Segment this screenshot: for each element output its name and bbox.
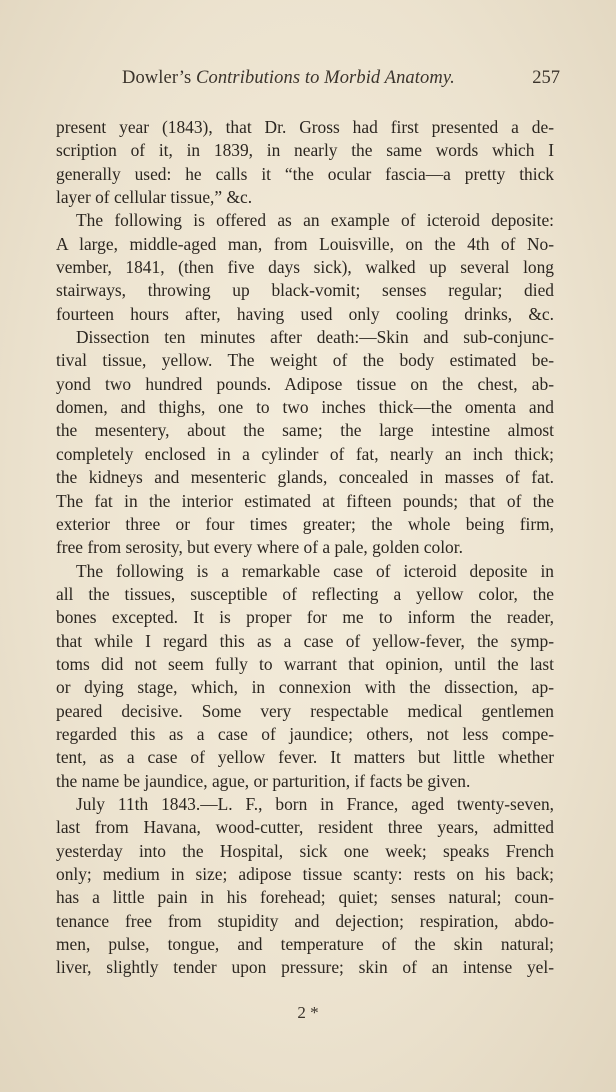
text-line: only; medium in size; adipose tissue scanty: rests on his back; bbox=[56, 864, 554, 884]
running-title-author: Dowler’s bbox=[122, 68, 197, 88]
paragraph-start: The following is offered as an example of icteroid deposite: bbox=[76, 210, 554, 231]
text-line: domen, and thighs, one to two inches thick—the omenta and bbox=[56, 397, 554, 418]
text-line: liver, slightly tender upon pressure; skin of an intense yel- bbox=[56, 957, 554, 978]
running-header bbox=[60, 66, 560, 94]
text-line: tival tissue, yellow. The weight of the body estimated be- bbox=[56, 350, 554, 371]
running-title-work: Contributions to Morbid Anatomy. bbox=[196, 68, 455, 88]
text-line: The fat in the interior estimated at fifteen pounds; that of the bbox=[56, 490, 554, 511]
text-line: tenance free from stupidity and dejection; respiration, abdo- bbox=[56, 910, 554, 931]
text-line: that while I regard this as a case of yellow-fever, the symp- bbox=[56, 630, 554, 651]
text-line: free from serosity, but every where of a pale, golden color. bbox=[56, 537, 463, 558]
signature-mark: 2 * bbox=[297, 1003, 319, 1022]
text-line: the name be jaundice, ague, or parturition, if facts be given. bbox=[56, 770, 471, 791]
text-line: the kidneys and mesenteric glands, concealed in masses of fat. bbox=[56, 467, 554, 488]
running-title bbox=[122, 68, 455, 89]
text-line: present year (1843), that Dr. Gross had first presented a de- bbox=[56, 117, 554, 137]
text-line: A large, middle-aged man, from Louisville, on the 4th of No- bbox=[56, 233, 554, 254]
text-line: fourteen hours after, having used only cooling drinks, &c. bbox=[56, 303, 554, 324]
text-line: last from Havana, wood-cutter, resident three years, admitted bbox=[56, 817, 554, 838]
text-line: completely enclosed in a cylinder of fat, nearly an inch thick; bbox=[56, 443, 554, 464]
text-line: stairways, throwing up black-vomit; senses regular; died bbox=[56, 280, 554, 301]
paragraph-start: July 11th 1843.—L. F., born in France, aged twenty-seven, bbox=[76, 793, 554, 814]
text-line: toms did not seem fully to warrant that opinion, until the last bbox=[56, 653, 554, 674]
text-line: or dying stage, which, in connexion with the dissection, ap- bbox=[56, 677, 554, 698]
text-line: generally used: he calls it “the ocular fascia—a pretty thick bbox=[56, 163, 554, 184]
text-line: peared decisive. Some very respectable medical gentlemen bbox=[56, 700, 554, 721]
text-line: men, pulse, tongue, and temperature of the skin natural; bbox=[56, 934, 554, 955]
text-line: all the tissues, susceptible of reflecting a yellow color, the bbox=[56, 583, 554, 604]
text-line: regarded this as a case of jaundice; others, not less compe- bbox=[56, 723, 554, 744]
text-line: tent, as a case of yellow fever. It matters but little whether bbox=[56, 747, 554, 768]
text-line: yesterday into the Hospital, sick one week; speaks French bbox=[56, 840, 554, 861]
page-number: 257 bbox=[532, 68, 560, 88]
text-line: exterior three or four times greater; the whole being firm, bbox=[56, 513, 554, 534]
text-line: yond two hundred pounds. Adipose tissue on the chest, ab- bbox=[56, 373, 554, 394]
body-text bbox=[56, 116, 554, 980]
paragraph-start: Dissection ten minutes after death:—Skin and sub-conjunc- bbox=[76, 327, 554, 348]
text-line: has a little pain in his forehead; quiet; senses natural; coun- bbox=[56, 887, 554, 908]
paragraph-start: The following is a remarkable case of icteroid deposite in bbox=[76, 560, 554, 581]
text-line: the mesentery, about the same; the large intestine almost bbox=[56, 420, 554, 441]
text-line: scription of it, in 1839, in nearly the same words which I bbox=[56, 140, 554, 161]
text-line: vember, 1841, (then five days sick), walked up several long bbox=[56, 257, 554, 278]
text-line: layer of cellular tissue,” &c. bbox=[56, 187, 253, 208]
text-line: bones excepted. It is proper for me to inform the reader, bbox=[56, 607, 554, 628]
